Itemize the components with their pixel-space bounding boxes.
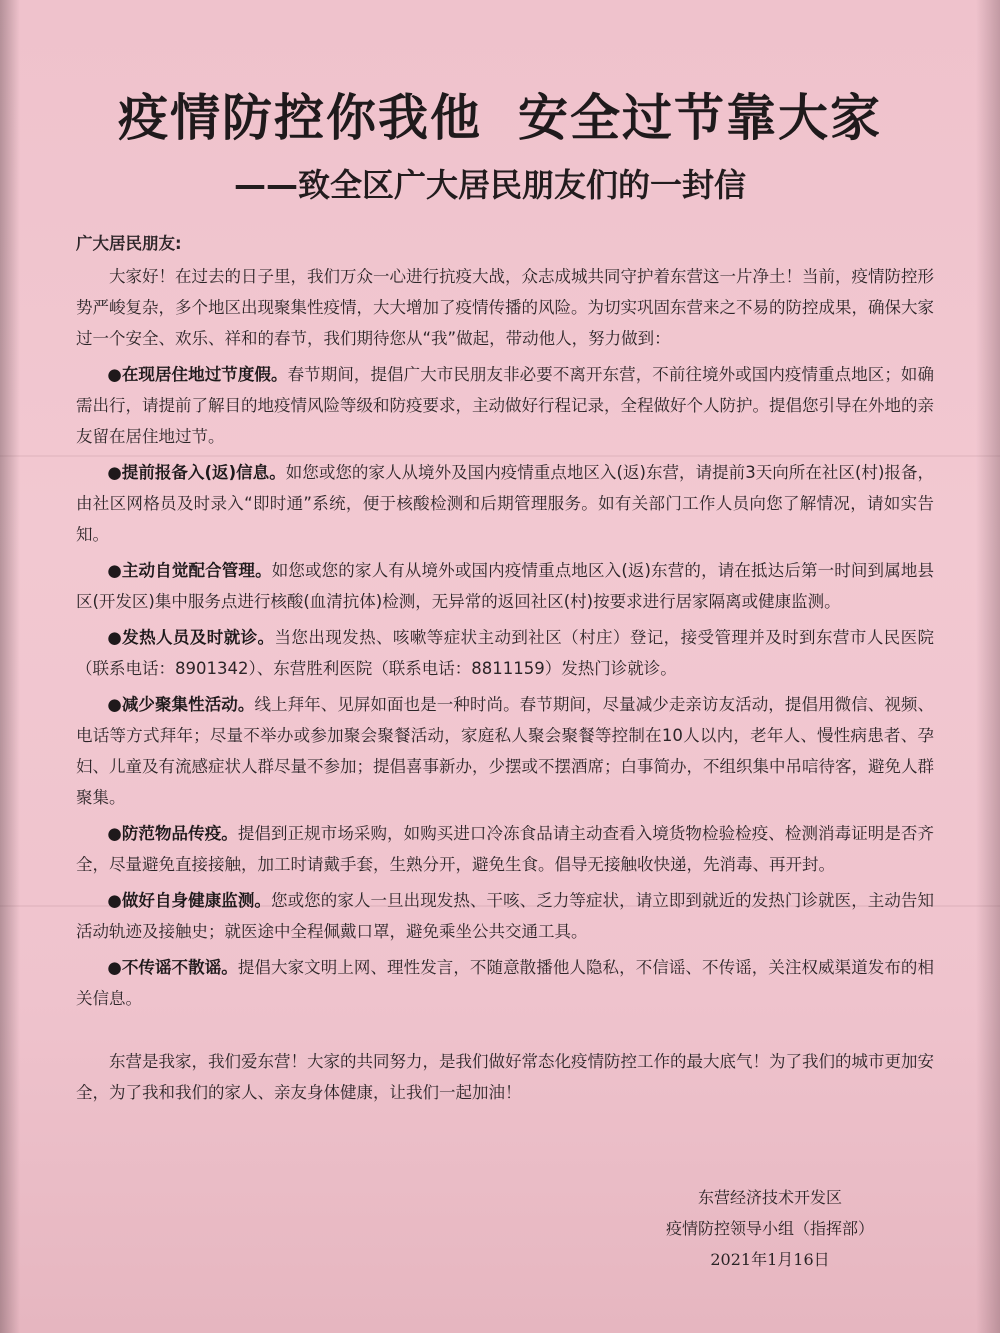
item-fever-clinic bbox=[76, 622, 934, 684]
item-report-return bbox=[76, 457, 934, 550]
item-goods-safety bbox=[76, 818, 934, 880]
item-text: 提倡大家文明上网、理性发言，不随意散播他人隐私，不信谣、不传谣，关注权威渠道发布的相关信息。 bbox=[76, 958, 934, 1008]
paper-left-shadow bbox=[0, 0, 20, 1333]
item-text: 如您或您的家人有从境外或国内疫情重点地区入(返)东营的，请在抵达后第一时间到属地县区(开发区)集中服务点进行核酸(血清抗体)检测，无异常的返回社区(村)按要求进行居家隔离或健康监测。 bbox=[76, 561, 934, 611]
paper-right-shadow bbox=[976, 0, 1000, 1333]
item-heading: ●不传谣不散谣。 bbox=[107, 958, 238, 977]
item-cooperate bbox=[76, 555, 934, 617]
item-health-monitoring bbox=[76, 885, 934, 947]
item-heading: ●发热人员及时就诊。 bbox=[107, 628, 275, 647]
title-right: 安全过节靠大家 bbox=[518, 88, 882, 147]
item-no-rumors bbox=[76, 952, 934, 1014]
item-heading: ●防范物品传疫。 bbox=[107, 824, 238, 843]
item-text: 当您出现发热、咳嗽等症状主动到社区（村庄）登记，接受管理并及时到东营市人民医院（联系电话：8901342）、东营胜利医院（联系电话：8811159）发热门诊就诊。 bbox=[76, 628, 934, 678]
title-left: 疫情防控你我他 bbox=[118, 88, 482, 147]
closing-paragraph: 东营是我家，我们爱东营！大家的共同努力，是我们做好常态化疫情防控工作的最大底气！为了我们的城市更加安全，为了我和我们的家人、亲友身体健康，让我们一起加油！ bbox=[76, 1052, 934, 1102]
item-stay-local bbox=[76, 359, 934, 452]
item-text: 提倡到正规市场采购，如购买进口冷冻食品请主动查看入境货物检验检疫、检测消毒证明是否齐全，尽量避免直接接触，加工时请戴手套，生熟分开，避免生食。倡导无接触收快递，先消毒、再开封。 bbox=[76, 824, 934, 874]
signature-block bbox=[620, 1182, 920, 1275]
signature-dept: 疫情防控领导小组（指挥部） bbox=[665, 1219, 874, 1238]
item-heading: ●主动自觉配合管理。 bbox=[107, 561, 272, 580]
salutation: 广大居民朋友: bbox=[76, 234, 182, 253]
item-heading: ●做好自身健康监测。 bbox=[107, 891, 272, 910]
item-text: 您或您的家人一旦出现发热、干咳、乏力等症状，请立即到就近的发热门诊就医，主动告知活动轨迹及接触史；就医途中全程佩戴口罩，避免乘坐公共交通工具。 bbox=[76, 891, 935, 941]
item-reduce-gathering bbox=[76, 689, 934, 813]
item-text: 春节期间，提倡广大市民朋友非必要不离开东营，不前往境外或国内疫情重点地区；如确需出行，请提前了解目的地疫情风险等级和防疫要求，主动做好行程记录，全程做好个人防护。提倡您引导在外地的亲友留在居住地过节。 bbox=[76, 365, 935, 446]
intro-paragraph: 大家好！在过去的日子里，我们万众一心进行抗疫大战，众志成城共同守护着东营这一片净土！当前，疫情防控形势严峻复杂，多个地区出现聚集性疫情，大大增加了疫情传播的风险。为切实巩固东营来之不易的防控成果，确保大家过一个安全、欢乐、祥和的春节，我们期待您从“我”做起，带动他人，努力做到： bbox=[76, 267, 934, 348]
item-text: 如您或您的家人从境外及国内疫情重点地区入(返)东营，请提前3天向所在社区(村)报备，由社区网格员及时录入“即时通”系统，便于核酸检测和后期管理服务。如有关部门工作人员向您了解情况，请如实告知。 bbox=[76, 463, 934, 544]
item-text: 线上拜年、见屏如面也是一种时尚。春节期间，尽量减少走亲访友活动，提倡用微信、视频、电话等方式拜年；尽量不举办或参加聚会聚餐活动，家庭私人聚会聚餐等控制在10人以内，老年人、慢性病患者、孕妇、儿童及有流感症状人群尽量不参加；提倡喜事新办，少摆或不摆酒席；白事简办，不组织集中吊唁待客，避免人群聚集。 bbox=[76, 695, 934, 807]
letter-body bbox=[76, 228, 934, 1113]
letter-title bbox=[60, 78, 940, 150]
signature-date: 2021年1月16日 bbox=[710, 1250, 830, 1269]
letter-subtitle: ——致全区广大居民朋友们的一封信 bbox=[233, 166, 746, 204]
signature-org: 东营经济技术开发区 bbox=[697, 1188, 842, 1207]
item-heading: ●减少聚集性活动。 bbox=[107, 695, 255, 714]
item-heading: ●提前报备入(返)信息。 bbox=[107, 463, 286, 482]
item-heading: ●在现居住地过节度假。 bbox=[107, 365, 288, 384]
